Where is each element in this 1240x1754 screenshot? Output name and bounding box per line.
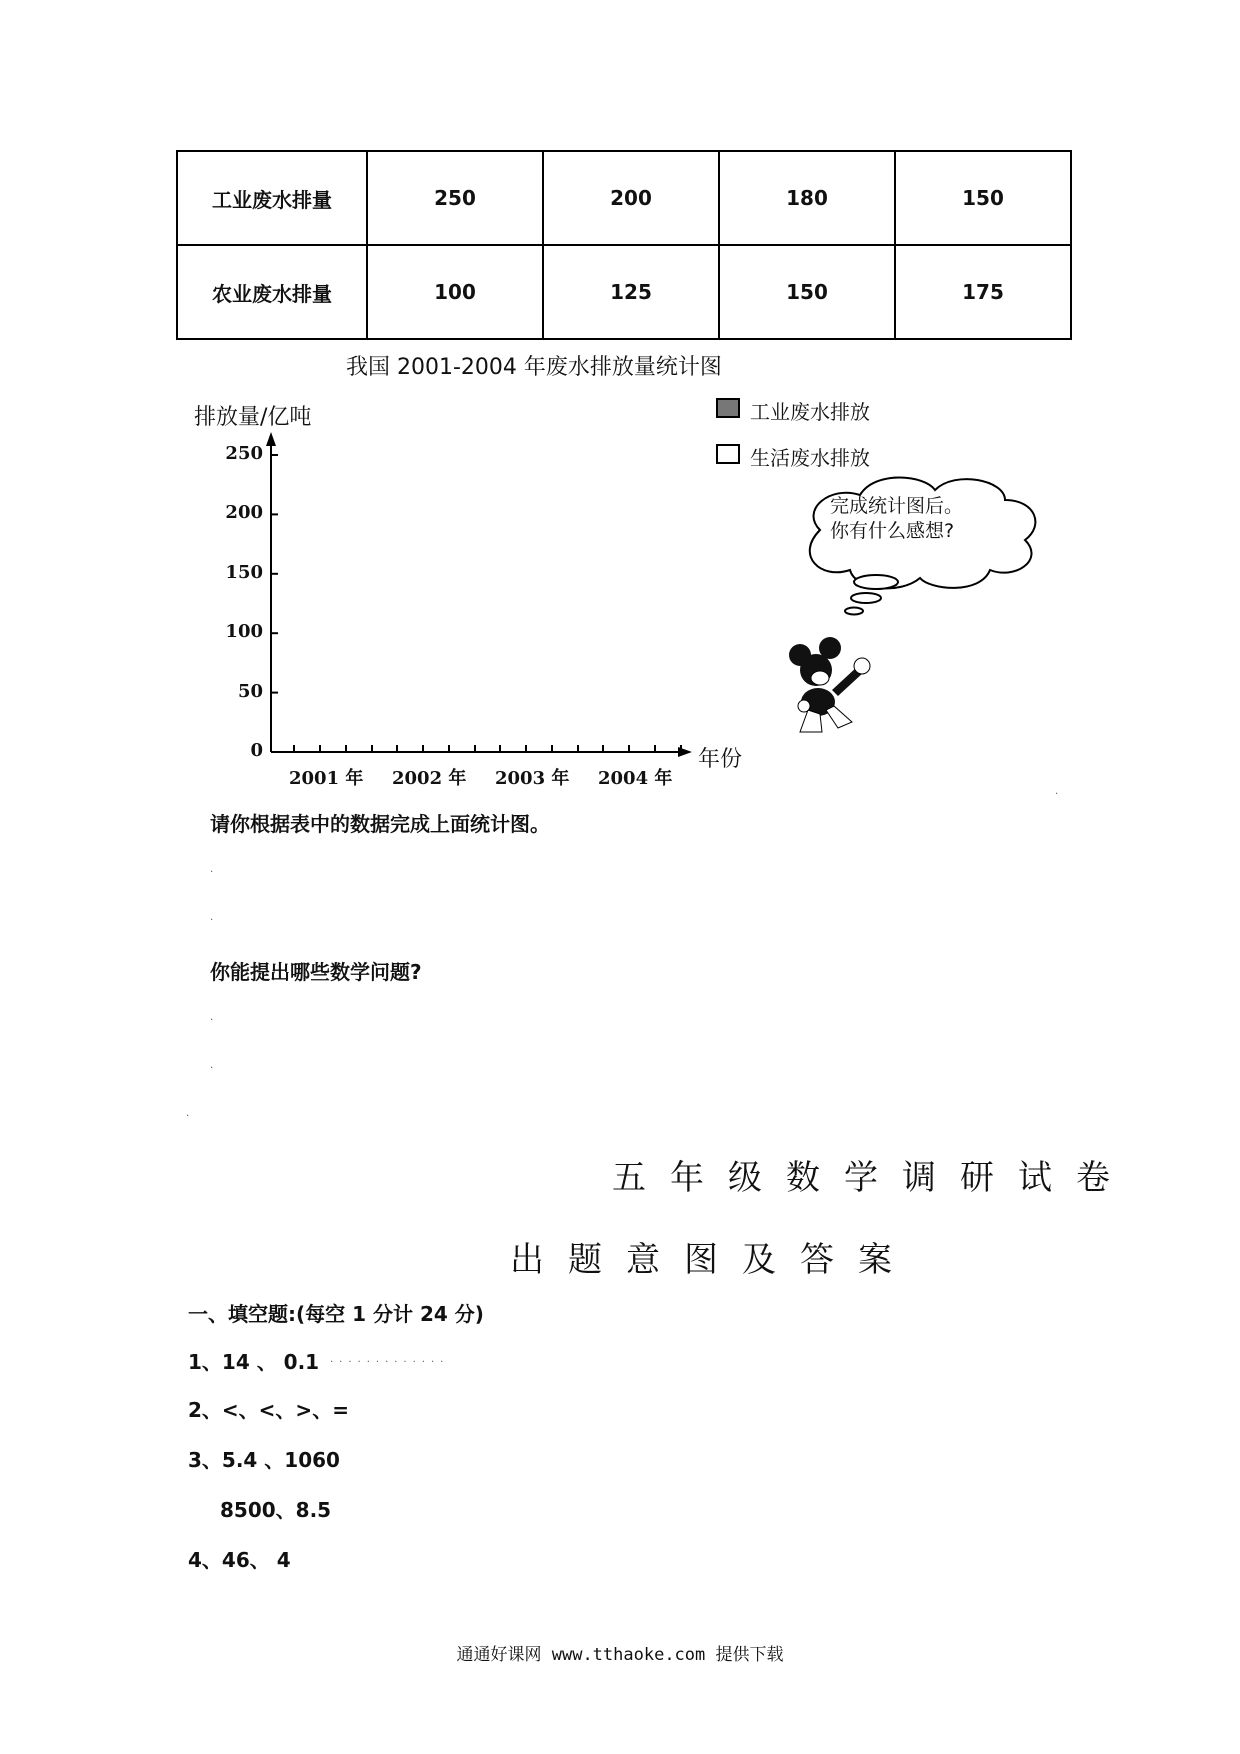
bubble-dot [851,593,881,603]
x-tick-label: 2003 年 [495,768,570,789]
answer-title-2: 出题意图及答案 [510,1240,916,1280]
table-cell: 150 [719,245,895,339]
bubble-dot [854,575,898,589]
answer-title-1: 五年级数学调研试卷 [612,1158,1134,1198]
table-cell: 125 [543,245,719,339]
section-heading: 一、填空题:(每空 1 分计 24 分) [188,1302,484,1326]
chart-title: 我国 2001-2004 年废水排放量统计图 [346,355,722,380]
bubble-text [830,494,963,544]
table-cell: 175 [895,245,1071,339]
question-2: 你能提出哪些数学问题? [210,960,422,984]
tick-marks [271,455,681,752]
spacer-dot: . [210,1060,214,1071]
bubble-line-2: 你有什么感想? [830,520,955,542]
answer-line: 4、46、 4 [188,1548,291,1572]
dotted-leader: ............. [330,1354,450,1365]
row-header: 工业废水排量 [177,151,367,245]
page-footer: 通通好课网 www.tthaoke.com 提供下载 [456,1645,784,1665]
y-tick-label: 150 [225,561,263,583]
y-tick-label: 0 [250,740,263,761]
table-cell: 150 [895,151,1071,245]
y-tick-label: 100 [225,621,263,643]
legend-label-domestic: 生活废水排放 [750,446,870,470]
y-tick-label: 250 [225,443,263,464]
table-cell: 180 [719,151,895,245]
table-cell: 100 [367,245,543,339]
spacer-dot: . [1055,786,1059,797]
table-cell: 250 [367,151,543,245]
answer-line: 8500、8.5 [220,1498,332,1522]
answer-line: 1、14 、 0.1 [188,1350,320,1374]
y-tick-label: 200 [225,502,263,524]
row-header: 农业废水排量 [177,245,367,339]
y-axis-arrow [266,432,276,446]
spacer-dot: . [210,864,214,875]
legend-swatch-industrial [716,398,740,418]
x-axis-label: 年份 [698,747,743,772]
legend-swatch-domestic [716,444,740,464]
question-1: 请你根据表中的数据完成上面统计图。 [210,812,550,836]
bubble-dot [845,608,863,615]
spacer-dot: . [186,1108,190,1119]
x-tick-label: 2004 年 [598,768,673,789]
cartoon-mouse-icon [789,637,870,732]
y-axis-label: 排放量/亿吨 [194,405,312,430]
spacer-dot: . [210,1012,214,1023]
x-tick-label: 2002 年 [392,768,467,789]
answer-line: 2、<、<、>、= [188,1398,349,1422]
x-tick-label: 2001 年 [289,768,364,789]
bubble-line-1: 完成统计图后。 [830,495,964,517]
legend-label-industrial: 工业废水排放 [750,400,870,424]
table-cell: 200 [543,151,719,245]
answer-line: 3、5.4 、1060 [188,1448,340,1472]
spacer-dot: . [210,912,214,923]
y-tick-label: 50 [237,680,263,702]
